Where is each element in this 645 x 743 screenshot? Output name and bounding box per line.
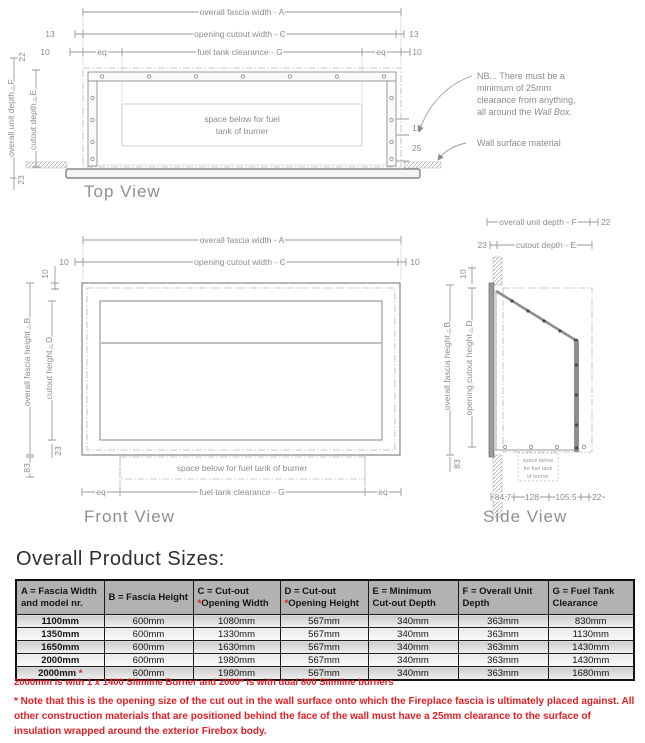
dim-eq-left-front: eq xyxy=(96,487,106,497)
table-row xyxy=(16,628,634,641)
cell-model: 1100mm xyxy=(16,615,104,628)
wall-hatch-right xyxy=(404,162,441,168)
col-header-d: D = Cut-out *Opening Height xyxy=(280,580,368,615)
cell-value: 600mm xyxy=(104,628,193,641)
cutout-footnote: * Note that this is the opening size of the cut out in the wall surface onto which the Fireplace fascia is ultimately placed against. All other construction materials that are positioned behind the face of the wall must have a 25mm clearance to the surface of insulation wrapped around the exterior Firebox body. xyxy=(14,696,635,737)
fuel-space-side-1: space below xyxy=(522,458,554,464)
col-header-a: A = Fascia Width and model nr. xyxy=(16,580,104,615)
cell-value: 340mm xyxy=(368,667,458,681)
fuel-space-label-1: space below for fuel xyxy=(204,114,280,124)
wall-surface-label: Wall surface material xyxy=(477,138,561,148)
product-sizes-table xyxy=(15,579,635,681)
page-title: Overall Product Sizes: xyxy=(16,548,225,570)
dim-25: 25 xyxy=(412,143,422,153)
dim-22-bottom: 22 xyxy=(592,492,602,502)
cell-model: 2000mm xyxy=(16,654,104,667)
dim-13-side: 13 xyxy=(412,123,422,133)
cell-model: 2000mm * xyxy=(16,667,104,681)
dim-overall-fascia-width: overall fascia width - A xyxy=(199,7,285,17)
cell-value: 567mm xyxy=(280,628,368,641)
nb-note xyxy=(419,71,576,160)
col-header-g: G = Fuel Tank Clearance xyxy=(548,580,634,615)
wall-leader-arrow xyxy=(438,143,466,160)
dim-overall-fascia-width-front: overall fascia width - A xyxy=(199,235,285,245)
dim-83-side: 83 xyxy=(452,459,462,469)
side-view-drawing xyxy=(442,217,611,526)
dim-opening-cutout-width-front: opening cutout width - C xyxy=(194,257,286,267)
dim-eq-right: eq xyxy=(376,47,386,57)
dim-fuel-tank-clearance: fuel tank clearance - G xyxy=(197,47,283,57)
cell-value: 363mm xyxy=(458,615,548,628)
dim-23-side: 23 xyxy=(477,240,487,250)
cell-value: 1430mm xyxy=(548,654,634,667)
cell-value: 567mm xyxy=(280,641,368,654)
table-row xyxy=(16,615,634,628)
cell-value: 363mm xyxy=(458,667,548,681)
dim-13-left: 13 xyxy=(45,29,55,39)
fuel-space-label-2: tank of burner xyxy=(215,126,269,136)
dim-cutout-height-front: cutout height - D xyxy=(44,336,54,400)
nb-note-line2: minimum of 25mm xyxy=(477,83,552,93)
cell-value: 1630mm xyxy=(193,641,280,654)
cell-value: 1430mm xyxy=(548,641,634,654)
col-header-e: E = Minimum Cut-out Depth xyxy=(368,580,458,615)
cell-value: 830mm xyxy=(548,615,634,628)
dim-83-front: 83 xyxy=(22,463,32,473)
wall-hatch-left xyxy=(26,162,67,168)
dim-13-right: 13 xyxy=(409,29,419,39)
cell-value: 600mm xyxy=(104,615,193,628)
cell-value: 340mm xyxy=(368,641,458,654)
fuel-tank-space-outline xyxy=(122,104,362,146)
top-view-title: Top View xyxy=(84,182,161,201)
dim-fuel-tank-clearance-front: fuel tank clearance - G xyxy=(199,487,285,497)
opening-front xyxy=(100,301,382,440)
dim-eq-left: eq xyxy=(97,47,107,57)
dim-overall-unit-depth-side: overall unit depth - F xyxy=(499,217,577,227)
cell-value: 340mm xyxy=(368,615,458,628)
dim-23-front: 23 xyxy=(53,446,63,456)
dim-23: 23 xyxy=(16,175,26,185)
cell-model: 1650mm xyxy=(16,641,104,654)
dim-overall-fascia-height-front: overall fascia height - B xyxy=(22,317,32,407)
cell-value: 363mm xyxy=(458,654,548,667)
cell-value: 600mm xyxy=(104,667,193,681)
fuel-space-label-front: space below for fuel tank of burner xyxy=(176,463,308,473)
dim-opening-cutout-height-side: opening cutout height - D xyxy=(464,320,474,416)
dim-eq-right-front: eq xyxy=(378,487,388,497)
cell-model: 1350mm xyxy=(16,628,104,641)
burner-configuration-note: 2000mm is with 1 x 1400 Slimline Burner and 2000* is with dual 800 Slimline burners xyxy=(14,677,394,688)
cell-value: 1080mm xyxy=(193,615,280,628)
cell-value: 340mm xyxy=(368,628,458,641)
dim-overall-fascia-height-side: overall fascia height - B xyxy=(442,321,452,411)
dim-22: 22 xyxy=(17,52,27,62)
cell-value: 600mm xyxy=(104,654,193,667)
nb-leader-arrow xyxy=(419,76,472,132)
dim-overall-unit-depth: overall unit depth - F xyxy=(6,79,16,157)
dim-22-side: 22 xyxy=(601,217,611,227)
nb-note-line4: all around the Wall Box. xyxy=(477,107,572,117)
cell-value: 600mm xyxy=(104,641,193,654)
fuel-space-side-2: for fuel tank xyxy=(523,466,553,472)
col-header-b: B = Fascia Height xyxy=(104,580,193,615)
cell-value: 1980mm xyxy=(193,667,280,681)
dim-10-left: 10 xyxy=(40,47,50,57)
fascia-side xyxy=(489,283,494,457)
col-header-f: F = Overall Unit Depth xyxy=(458,580,548,615)
dim-10-right: 10 xyxy=(412,47,422,57)
top-view-drawing xyxy=(6,7,441,201)
dim-10-side: 10 xyxy=(458,269,468,279)
table-row xyxy=(16,641,634,654)
table-header-row xyxy=(16,580,634,615)
cell-value: 567mm xyxy=(280,615,368,628)
cell-value: 567mm xyxy=(280,654,368,667)
dim-105-5: 105.5 xyxy=(555,492,577,502)
dim-84-7: 84.7 xyxy=(494,492,512,502)
dim-128: 128 xyxy=(524,492,540,502)
cell-value: 363mm xyxy=(458,628,548,641)
dim-10-right-front: 10 xyxy=(410,257,420,267)
sloped-panel xyxy=(496,291,577,341)
cell-value: 1980mm xyxy=(193,654,280,667)
cell-value: 1680mm xyxy=(548,667,634,681)
fascia-edge xyxy=(66,169,420,178)
dim-10-left-front: 10 xyxy=(59,257,69,267)
dim-cutout-depth-side: cutout depth - E xyxy=(515,240,577,250)
table-row xyxy=(16,654,634,667)
cell-value: 363mm xyxy=(458,641,548,654)
front-view-title: Front View xyxy=(84,507,175,526)
cell-value: 1130mm xyxy=(548,628,634,641)
cell-value: 1330mm xyxy=(193,628,280,641)
dim-cutout-depth: cutout depth - E xyxy=(28,89,38,151)
fuel-space-side-3: of burner xyxy=(526,474,550,480)
col-header-c: C = Cut-out *Opening Width xyxy=(193,580,280,615)
cell-value: 567mm xyxy=(280,667,368,681)
side-view-title: Side View xyxy=(483,507,568,526)
wall-hatch-top-side xyxy=(493,257,502,285)
dim-opening-cutout-width: opening cutout width - C xyxy=(194,29,286,39)
front-view-drawing xyxy=(22,235,420,526)
nb-note-line3: clearance from anything, xyxy=(477,95,576,105)
cell-value: 340mm xyxy=(368,654,458,667)
nb-note-line1: NB... There must be a xyxy=(477,71,565,81)
dim-10-top-front: 10 xyxy=(40,269,50,279)
